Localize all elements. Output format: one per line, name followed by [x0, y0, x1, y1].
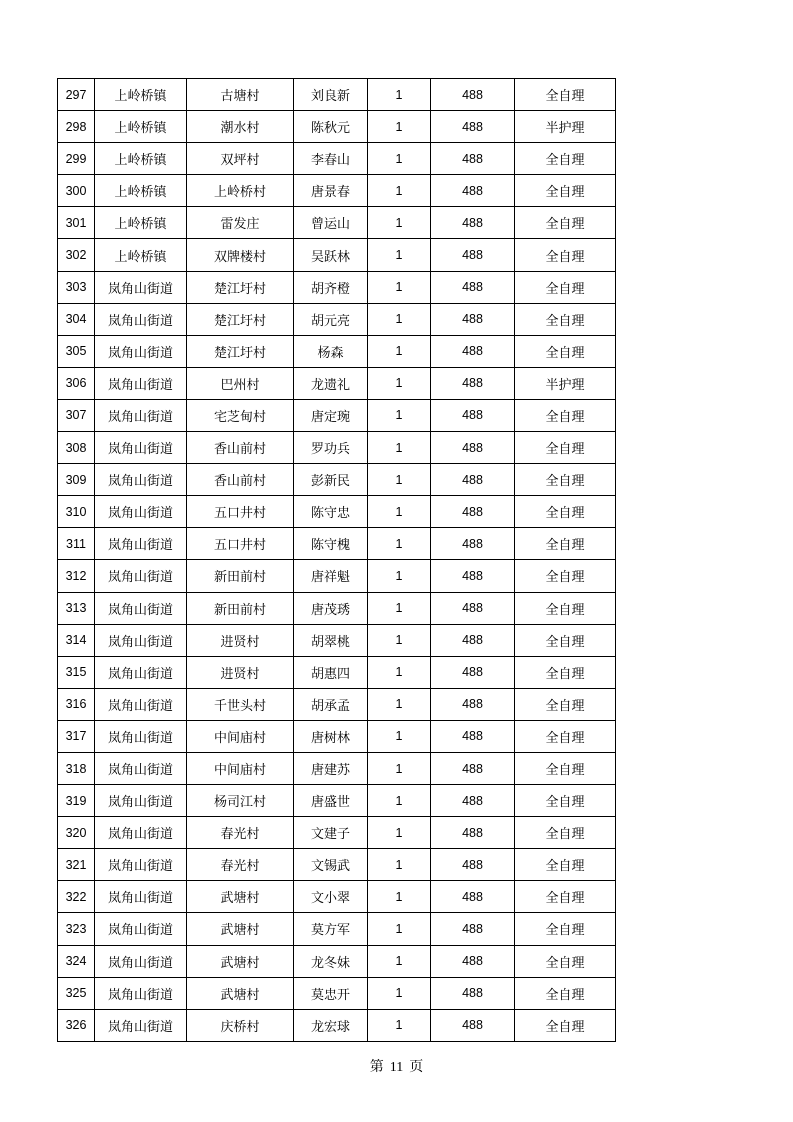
table-row: [58, 528, 616, 560]
cell-village: 巴州村: [187, 367, 294, 399]
cell-number: 307: [58, 399, 95, 431]
cell-amount: 488: [431, 592, 515, 624]
cell-town: 岚角山街道: [95, 464, 187, 496]
cell-amount: 488: [431, 817, 515, 849]
cell-amount: 488: [431, 624, 515, 656]
cell-person-name: 杨森: [294, 335, 368, 367]
cell-count: 1: [368, 271, 431, 303]
cell-number: 315: [58, 656, 95, 688]
cell-amount: 488: [431, 175, 515, 207]
cell-number: 302: [58, 239, 95, 271]
cell-amount: 488: [431, 913, 515, 945]
cell-village: 楚江圩村: [187, 303, 294, 335]
table-row: [58, 399, 616, 431]
cell-amount: 488: [431, 720, 515, 752]
cell-count: 1: [368, 945, 431, 977]
cell-person-name: 唐定琬: [294, 399, 368, 431]
cell-village: 春光村: [187, 849, 294, 881]
cell-town: 岚角山街道: [95, 560, 187, 592]
cell-person-name: 胡元亮: [294, 303, 368, 335]
cell-village: 中间庙村: [187, 752, 294, 784]
cell-number: 305: [58, 335, 95, 367]
cell-number: 320: [58, 817, 95, 849]
cell-count: 1: [368, 464, 431, 496]
cell-village: 武塘村: [187, 881, 294, 913]
cell-care-type: 全自理: [515, 175, 616, 207]
cell-person-name: 曾运山: [294, 207, 368, 239]
cell-amount: 488: [431, 143, 515, 175]
cell-number: 319: [58, 785, 95, 817]
cell-amount: 488: [431, 656, 515, 688]
table-row: [58, 945, 616, 977]
cell-care-type: 全自理: [515, 335, 616, 367]
cell-town: 岚角山街道: [95, 849, 187, 881]
cell-village: 杨司江村: [187, 785, 294, 817]
cell-person-name: 罗功兵: [294, 432, 368, 464]
cell-town: 岚角山街道: [95, 688, 187, 720]
table-row: [58, 239, 616, 271]
cell-village: 新田前村: [187, 560, 294, 592]
cell-number: 311: [58, 528, 95, 560]
cell-care-type: 全自理: [515, 1009, 616, 1041]
cell-count: 1: [368, 785, 431, 817]
table-row: [58, 79, 616, 111]
footer-prefix: 第: [369, 1059, 384, 1075]
roster-table: [57, 78, 616, 1042]
cell-person-name: 唐盛世: [294, 785, 368, 817]
cell-amount: 488: [431, 207, 515, 239]
cell-number: 321: [58, 849, 95, 881]
cell-care-type: 全自理: [515, 271, 616, 303]
table-row: [58, 143, 616, 175]
cell-town: 岚角山街道: [95, 785, 187, 817]
table-row: [58, 1009, 616, 1041]
cell-amount: 488: [431, 367, 515, 399]
cell-care-type: 半护理: [515, 367, 616, 399]
cell-amount: 488: [431, 271, 515, 303]
cell-town: 岚角山街道: [95, 752, 187, 784]
cell-number: 303: [58, 271, 95, 303]
cell-care-type: 全自理: [515, 496, 616, 528]
cell-person-name: 龙遗礼: [294, 367, 368, 399]
cell-town: 岚角山街道: [95, 720, 187, 752]
cell-village: 楚江圩村: [187, 335, 294, 367]
cell-village: 庆桥村: [187, 1009, 294, 1041]
cell-count: 1: [368, 143, 431, 175]
cell-village: 武塘村: [187, 913, 294, 945]
cell-number: 299: [58, 143, 95, 175]
footer-suffix: 页: [409, 1059, 424, 1075]
cell-care-type: 全自理: [515, 817, 616, 849]
cell-care-type: 全自理: [515, 207, 616, 239]
cell-amount: 488: [431, 881, 515, 913]
cell-person-name: 文小翠: [294, 881, 368, 913]
cell-care-type: 全自理: [515, 464, 616, 496]
cell-person-name: 胡翠桃: [294, 624, 368, 656]
cell-amount: 488: [431, 752, 515, 784]
cell-amount: 488: [431, 399, 515, 431]
table-row: [58, 656, 616, 688]
cell-number: 297: [58, 79, 95, 111]
table-row: [58, 560, 616, 592]
cell-number: 322: [58, 881, 95, 913]
table-row: [58, 111, 616, 143]
cell-count: 1: [368, 432, 431, 464]
table-row: [58, 367, 616, 399]
cell-care-type: 全自理: [515, 656, 616, 688]
cell-number: 304: [58, 303, 95, 335]
cell-amount: 488: [431, 496, 515, 528]
cell-village: 双牌楼村: [187, 239, 294, 271]
table-row: [58, 785, 616, 817]
cell-amount: 488: [431, 432, 515, 464]
cell-village: 古塘村: [187, 79, 294, 111]
cell-person-name: 吴跃林: [294, 239, 368, 271]
cell-person-name: 陈守槐: [294, 528, 368, 560]
cell-count: 1: [368, 528, 431, 560]
cell-count: 1: [368, 913, 431, 945]
table-row: [58, 496, 616, 528]
cell-person-name: 胡承孟: [294, 688, 368, 720]
cell-town: 上岭桥镇: [95, 111, 187, 143]
cell-village: 进贤村: [187, 624, 294, 656]
cell-care-type: 全自理: [515, 913, 616, 945]
table-row: [58, 271, 616, 303]
cell-care-type: 全自理: [515, 528, 616, 560]
cell-amount: 488: [431, 560, 515, 592]
cell-amount: 488: [431, 977, 515, 1009]
cell-village: 雷发庄: [187, 207, 294, 239]
cell-person-name: 唐景春: [294, 175, 368, 207]
cell-count: 1: [368, 79, 431, 111]
cell-village: 武塘村: [187, 977, 294, 1009]
cell-care-type: 全自理: [515, 239, 616, 271]
cell-care-type: 半护理: [515, 111, 616, 143]
cell-count: 1: [368, 303, 431, 335]
cell-village: 新田前村: [187, 592, 294, 624]
cell-care-type: 全自理: [515, 720, 616, 752]
cell-amount: 488: [431, 335, 515, 367]
cell-number: 325: [58, 977, 95, 1009]
table-row: [58, 624, 616, 656]
cell-person-name: 龙宏球: [294, 1009, 368, 1041]
cell-care-type: 全自理: [515, 303, 616, 335]
table-row: [58, 752, 616, 784]
cell-number: 318: [58, 752, 95, 784]
cell-number: 312: [58, 560, 95, 592]
cell-count: 1: [368, 592, 431, 624]
cell-count: 1: [368, 335, 431, 367]
cell-amount: 488: [431, 464, 515, 496]
cell-number: 323: [58, 913, 95, 945]
cell-count: 1: [368, 399, 431, 431]
cell-town: 岚角山街道: [95, 656, 187, 688]
cell-village: 双坪村: [187, 143, 294, 175]
cell-person-name: 刘良新: [294, 79, 368, 111]
cell-town: 上岭桥镇: [95, 143, 187, 175]
cell-amount: 488: [431, 239, 515, 271]
cell-care-type: 全自理: [515, 785, 616, 817]
cell-town: 上岭桥镇: [95, 207, 187, 239]
cell-person-name: 唐树林: [294, 720, 368, 752]
cell-person-name: 莫忠开: [294, 977, 368, 1009]
cell-count: 1: [368, 977, 431, 1009]
table-row: [58, 335, 616, 367]
cell-amount: 488: [431, 1009, 515, 1041]
table-row: [58, 432, 616, 464]
cell-village: 香山前村: [187, 432, 294, 464]
cell-number: 313: [58, 592, 95, 624]
cell-town: 岚角山街道: [95, 913, 187, 945]
table-row: [58, 207, 616, 239]
cell-care-type: 全自理: [515, 881, 616, 913]
cell-village: 进贤村: [187, 656, 294, 688]
cell-number: 300: [58, 175, 95, 207]
cell-town: 上岭桥镇: [95, 175, 187, 207]
table-row: [58, 849, 616, 881]
cell-number: 314: [58, 624, 95, 656]
cell-number: 309: [58, 464, 95, 496]
cell-town: 岚角山街道: [95, 945, 187, 977]
cell-count: 1: [368, 111, 431, 143]
cell-care-type: 全自理: [515, 79, 616, 111]
cell-care-type: 全自理: [515, 688, 616, 720]
cell-count: 1: [368, 720, 431, 752]
cell-village: 武塘村: [187, 945, 294, 977]
cell-town: 岚角山街道: [95, 528, 187, 560]
cell-amount: 488: [431, 111, 515, 143]
cell-count: 1: [368, 688, 431, 720]
table-row: [58, 592, 616, 624]
cell-town: 岚角山街道: [95, 271, 187, 303]
cell-person-name: 文锡武: [294, 849, 368, 881]
cell-care-type: 全自理: [515, 432, 616, 464]
cell-village: 香山前村: [187, 464, 294, 496]
cell-village: 宅芝甸村: [187, 399, 294, 431]
cell-town: 岚角山街道: [95, 881, 187, 913]
table-row: [58, 303, 616, 335]
cell-number: 316: [58, 688, 95, 720]
cell-count: 1: [368, 239, 431, 271]
cell-town: 岚角山街道: [95, 496, 187, 528]
cell-number: 308: [58, 432, 95, 464]
cell-person-name: 彭新民: [294, 464, 368, 496]
cell-village: 中间庙村: [187, 720, 294, 752]
cell-care-type: 全自理: [515, 143, 616, 175]
cell-amount: 488: [431, 849, 515, 881]
cell-amount: 488: [431, 688, 515, 720]
cell-number: 306: [58, 367, 95, 399]
cell-care-type: 全自理: [515, 399, 616, 431]
cell-count: 1: [368, 656, 431, 688]
cell-person-name: 唐祥魁: [294, 560, 368, 592]
cell-amount: 488: [431, 303, 515, 335]
table-row: [58, 913, 616, 945]
table-row: [58, 175, 616, 207]
cell-town: 岚角山街道: [95, 592, 187, 624]
page-footer: [0, 1056, 793, 1076]
cell-person-name: 李春山: [294, 143, 368, 175]
cell-amount: 488: [431, 528, 515, 560]
cell-amount: 488: [431, 79, 515, 111]
cell-village: 五口井村: [187, 496, 294, 528]
cell-number: 324: [58, 945, 95, 977]
cell-person-name: 文建子: [294, 817, 368, 849]
cell-town: 岚角山街道: [95, 817, 187, 849]
cell-number: 301: [58, 207, 95, 239]
cell-town: 上岭桥镇: [95, 239, 187, 271]
cell-care-type: 全自理: [515, 977, 616, 1009]
cell-town: 岚角山街道: [95, 399, 187, 431]
cell-count: 1: [368, 817, 431, 849]
cell-care-type: 全自理: [515, 752, 616, 784]
cell-count: 1: [368, 496, 431, 528]
cell-amount: 488: [431, 785, 515, 817]
cell-village: 潮水村: [187, 111, 294, 143]
cell-number: 326: [58, 1009, 95, 1041]
cell-count: 1: [368, 367, 431, 399]
cell-person-name: 唐茂琇: [294, 592, 368, 624]
table-row: [58, 688, 616, 720]
cell-person-name: 陈秋元: [294, 111, 368, 143]
table-row: [58, 720, 616, 752]
cell-town: 岚角山街道: [95, 303, 187, 335]
cell-village: 上岭桥村: [187, 175, 294, 207]
cell-village: 春光村: [187, 817, 294, 849]
cell-number: 298: [58, 111, 95, 143]
table-row: [58, 881, 616, 913]
cell-care-type: 全自理: [515, 560, 616, 592]
cell-number: 310: [58, 496, 95, 528]
cell-person-name: 龙冬妹: [294, 945, 368, 977]
cell-count: 1: [368, 207, 431, 239]
cell-town: 岚角山街道: [95, 367, 187, 399]
cell-care-type: 全自理: [515, 945, 616, 977]
cell-town: 岚角山街道: [95, 432, 187, 464]
cell-town: 上岭桥镇: [95, 79, 187, 111]
table-row: [58, 977, 616, 1009]
table-row: [58, 464, 616, 496]
cell-count: 1: [368, 849, 431, 881]
cell-town: 岚角山街道: [95, 624, 187, 656]
cell-count: 1: [368, 1009, 431, 1041]
cell-person-name: 莫方军: [294, 913, 368, 945]
cell-person-name: 胡惠四: [294, 656, 368, 688]
cell-village: 五口井村: [187, 528, 294, 560]
cell-count: 1: [368, 881, 431, 913]
page-number: 11: [389, 1060, 404, 1075]
table-row: [58, 817, 616, 849]
cell-number: 317: [58, 720, 95, 752]
cell-town: 岚角山街道: [95, 1009, 187, 1041]
cell-person-name: 唐建苏: [294, 752, 368, 784]
roster-table-body: [58, 79, 616, 1042]
cell-amount: 488: [431, 945, 515, 977]
cell-count: 1: [368, 560, 431, 592]
cell-count: 1: [368, 752, 431, 784]
cell-care-type: 全自理: [515, 592, 616, 624]
cell-person-name: 陈守忠: [294, 496, 368, 528]
cell-care-type: 全自理: [515, 849, 616, 881]
cell-count: 1: [368, 624, 431, 656]
cell-town: 岚角山街道: [95, 977, 187, 1009]
cell-care-type: 全自理: [515, 624, 616, 656]
cell-person-name: 胡齐橙: [294, 271, 368, 303]
cell-town: 岚角山街道: [95, 335, 187, 367]
cell-village: 千世头村: [187, 688, 294, 720]
cell-count: 1: [368, 175, 431, 207]
cell-village: 楚江圩村: [187, 271, 294, 303]
